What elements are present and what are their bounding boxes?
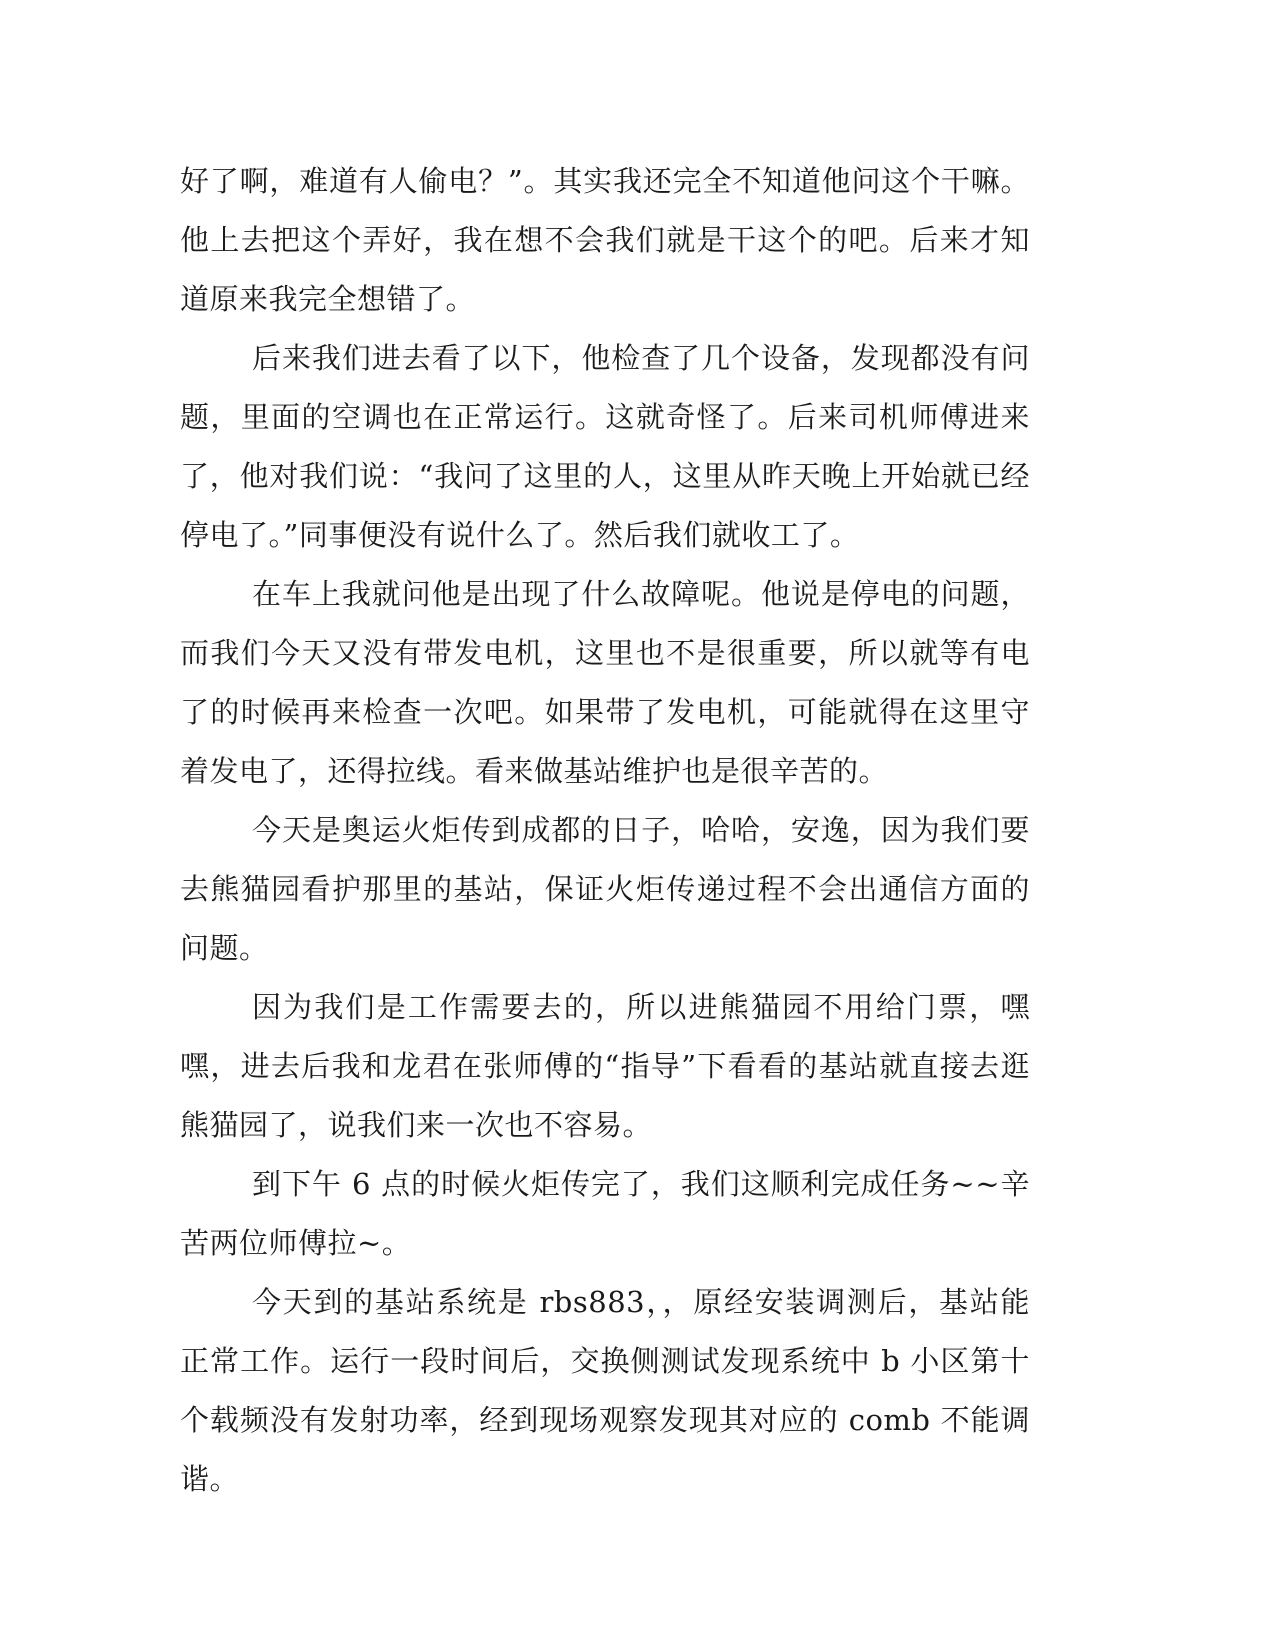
paragraph-3: 在车上我就问他是出现了什么故障呢。他说是停电的问题，而我们今天又没有带发电机，这里也不是很重要，所以就等有电了的时候再来检查一次吧。如果带了发电机，可能就得在这里守着发电了，还得拉线。看来做基站维护也是很辛苦的。: [180, 577, 1030, 788]
paragraph-1: 好了啊，难道有人偷电？”。其实我还完全不知道他问这个干嘛。他上去把这个弄好，我在想不会我们就是干这个的吧。后来才知道原来我完全想错了。: [180, 164, 1030, 316]
paragraph-6: 到下午 6 点的时候火炬传完了，我们这顺利完成任务~~辛苦两位师傅拉~。: [180, 1167, 1030, 1260]
document-body: [180, 152, 1030, 1509]
paragraph-4: 今天是奥运火炬传到成都的日子，哈哈，安逸，因为我们要去熊猫园看护那里的基站，保证火炬传递过程不会出通信方面的问题。: [180, 813, 1030, 965]
paragraph-5: 因为我们是工作需要去的，所以进熊猫园不用给门票，嘿嘿，进去后我和龙君在张师傅的“指导”下看看的基站就直接去逛熊猫园了，说我们来一次也不容易。: [180, 990, 1030, 1142]
paragraph-2: 后来我们进去看了以下，他检查了几个设备，发现都没有问题，里面的空调也在正常运行。这就奇怪了。后来司机师傅进来了，他对我们说：“我问了这里的人，这里从昨天晚上开始就已经停电了。”同事便没有说什么了。然后我们就收工了。: [180, 341, 1030, 552]
paragraph-7: 今天到的基站系统是 rbs883，，原经安装调测后，基站能正常工作。运行一段时间后，交换侧测试发现系统中 b 小区第十个载频没有发射功率，经到现场观察发现其对应的 comb 不能调谐。: [180, 1285, 1030, 1496]
